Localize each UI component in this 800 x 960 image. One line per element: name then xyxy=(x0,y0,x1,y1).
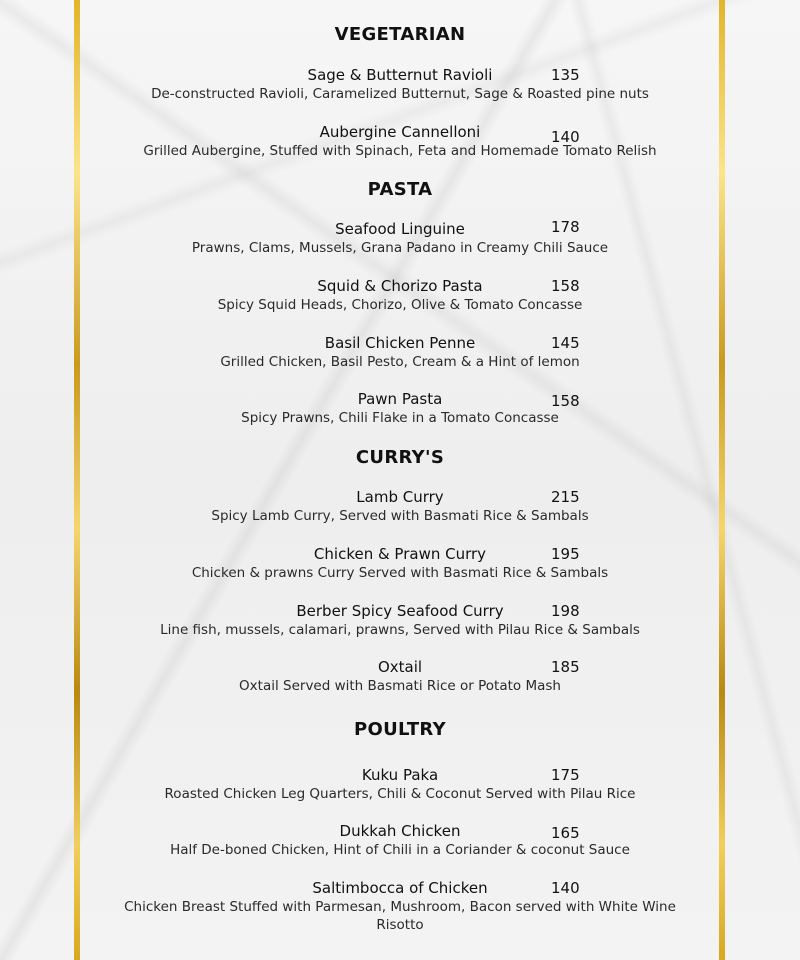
menu-item-name: Sage & Butternut Ravioli xyxy=(307,66,493,84)
menu-item-name: Lamb Curry xyxy=(356,488,444,506)
menu-item-description: Grilled Aubergine, Stuffed with Spinach, Feta and Homemade Tomato Relish xyxy=(143,143,657,159)
menu-item-name: Dukkah Chicken xyxy=(339,822,461,840)
menu-item-description: Prawns, Clams, Mussels, Grana Padano in Creamy Chili Sauce xyxy=(191,240,609,256)
menu-item-description: Oxtail Served with Basmati Rice or Potato Mash xyxy=(239,678,561,694)
menu-item-price: 145 xyxy=(551,334,580,352)
menu-item-price: 165 xyxy=(551,824,580,842)
section-heading-poultry: POULTRY xyxy=(354,719,446,740)
section-heading-currys: CURRY'S xyxy=(355,447,445,468)
menu-item-name: Basil Chicken Penne xyxy=(324,334,476,352)
menu-item-price: 185 xyxy=(551,658,580,676)
menu-item-price: 140 xyxy=(551,128,580,146)
menu-item-description: De-constructed Ravioli, Caramelized Butternut, Sage & Roasted pine nuts xyxy=(151,86,649,102)
menu-item-name: Aubergine Cannelloni xyxy=(319,123,481,141)
menu-item-description: Spicy Squid Heads, Chorizo, Olive & Tomato Concasse xyxy=(217,297,583,313)
menu-item-description: Chicken Breast Stuffed with Parmesan, Mushroom, Bacon served with White Wine Risotto xyxy=(124,899,676,933)
menu-item-price: 198 xyxy=(551,602,580,620)
menu-item-name: Oxtail xyxy=(377,658,423,676)
menu-item-price: 178 xyxy=(551,218,580,236)
menu-item-price: 158 xyxy=(551,392,580,410)
menu-item-description: Spicy Lamb Curry, Served with Basmati Rice & Sambals xyxy=(211,508,589,524)
menu-item-name: Seafood Linguine xyxy=(335,220,465,238)
menu-item-name: Berber Spicy Seafood Curry xyxy=(296,602,504,620)
menu-item-description: Roasted Chicken Leg Quarters, Chili & Coconut Served with Pilau Rice xyxy=(164,786,636,802)
menu-item-description: Line fish, mussels, calamari, prawns, Served with Pilau Rice & Sambals xyxy=(160,622,640,638)
menu-item-price: 135 xyxy=(551,66,580,84)
menu-item-price: 158 xyxy=(551,277,580,295)
menu-item-description: Spicy Prawns, Chili Flake in a Tomato Concasse xyxy=(241,410,559,426)
menu-item-name: Pawn Pasta xyxy=(357,390,443,408)
menu-item-price: 175 xyxy=(551,766,580,784)
menu-item-name: Squid & Chorizo Pasta xyxy=(317,277,483,295)
menu-item-price: 215 xyxy=(551,488,580,506)
menu-item-price: 195 xyxy=(551,545,580,563)
menu-item-name: Saltimbocca of Chicken xyxy=(312,879,488,897)
section-heading-pasta: PASTA xyxy=(367,179,433,200)
section-heading-vegetarian: VEGETARIAN xyxy=(334,24,466,45)
menu-item-description: Half De-boned Chicken, Hint of Chili in a Coriander & coconut Sauce xyxy=(170,842,630,858)
menu-item-description: Grilled Chicken, Basil Pesto, Cream & a Hint of lemon xyxy=(220,354,580,370)
menu-item-price: 140 xyxy=(551,879,580,897)
menu-item-name: Kuku Paka xyxy=(361,766,439,784)
menu-item-name: Chicken & Prawn Curry xyxy=(313,545,487,563)
menu-item-description: Chicken & prawns Curry Served with Basmati Rice & Sambals xyxy=(191,565,609,581)
